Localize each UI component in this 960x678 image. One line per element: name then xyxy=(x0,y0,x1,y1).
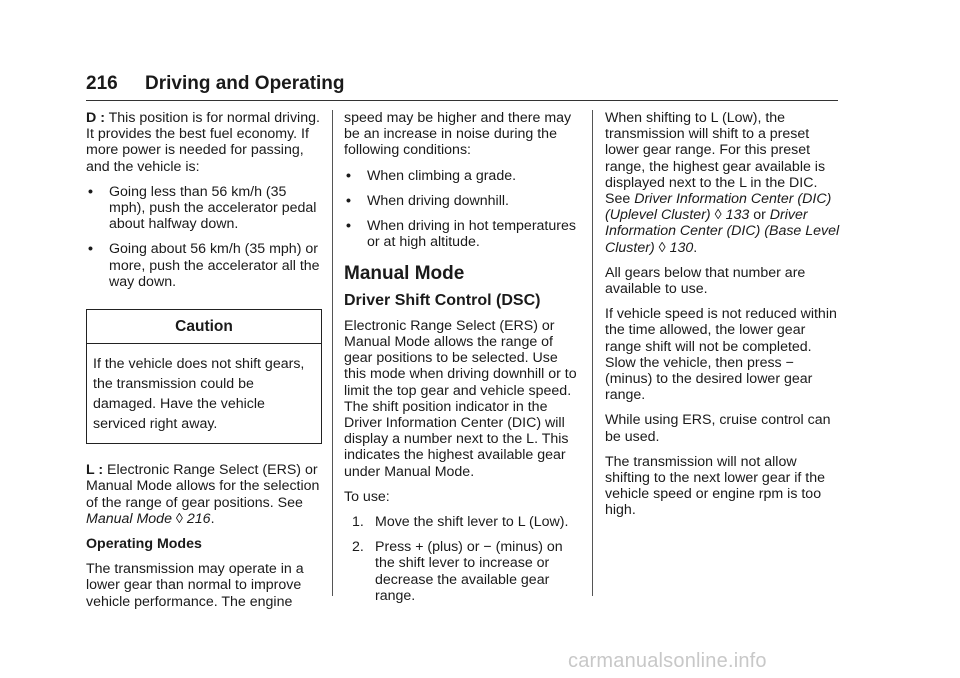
list-item xyxy=(344,193,582,209)
d-bullet-list xyxy=(86,184,322,290)
conditions-list xyxy=(344,168,582,251)
column-3 xyxy=(605,110,841,528)
bullet-text: When climbing a grade. xyxy=(367,167,517,184)
dsc-heading: Driver Shift Control (DSC) xyxy=(344,291,541,309)
dic-uplevel-link[interactable]: Driver Information Center (DIC) (Uplevel Cluster) xyxy=(605,191,832,224)
to-use-label: To use: xyxy=(344,488,390,505)
bullet-mark: • xyxy=(346,167,351,184)
step-number: 1. xyxy=(352,514,364,531)
operating-modes-heading: Operating Modes xyxy=(86,536,202,553)
step-number: 2. xyxy=(352,539,364,556)
bullet-mark: • xyxy=(88,241,93,258)
page-ref-number[interactable]: 216 xyxy=(186,510,211,527)
list-item xyxy=(86,241,322,290)
manual-mode-link[interactable]: Manual Mode xyxy=(86,510,172,527)
speed-not-reduced-text: If vehicle speed is not reduced within the time allowed, the lower gear range shift will not be completed. Slow the vehicle, then press − (minus) to the desired lower gear range. xyxy=(605,306,837,404)
low-shift-text: When shifting to L (Low), the transmission will shift to a preset lower gear range. For this preset range, the highest gear available is displayed next to the L in the DIC. See xyxy=(605,110,826,208)
caution-box xyxy=(86,309,322,444)
list-item xyxy=(344,168,582,184)
list-item xyxy=(352,514,582,530)
l-text: Electronic Range Select (ERS) or Manual Mode allows for the selection of the range of gear positions. See xyxy=(86,462,320,511)
caution-title: Caution xyxy=(87,310,321,344)
column-divider-1 xyxy=(332,110,333,596)
section-title: Driving and Operating xyxy=(145,73,345,94)
continued-text: speed may be higher and there may be an increase in noise during the following conditions: xyxy=(344,110,572,159)
page-number: 216 xyxy=(86,73,118,94)
page-ref-arrow: ◊ xyxy=(714,207,722,224)
l-paragraph: L : Electronic Range Select (ERS) or Manual Mode allows for the selection of the range of gear positions. See Manual Mode ◊ 216. xyxy=(86,462,320,527)
column-2 xyxy=(344,110,582,613)
column-1 xyxy=(86,110,322,619)
operating-modes-text: The transmission may operate in a lower gear than normal to improve vehicle performance. The engine xyxy=(86,561,304,610)
bullet-text: When driving downhill. xyxy=(367,192,509,209)
or-text: or xyxy=(753,207,766,224)
bullet-mark: • xyxy=(88,183,93,200)
page-ref-arrow: ◊ xyxy=(658,239,666,256)
bullet-text: Going about 56 km/h (35 mph) or more, push the accelerator all the way down. xyxy=(109,241,320,290)
page-ref-arrow: ◊ xyxy=(175,510,183,527)
column-divider-2 xyxy=(592,110,593,596)
manual-mode-heading: Manual Mode xyxy=(344,263,465,285)
d-paragraph xyxy=(86,110,322,175)
dic-base-link[interactable]: Driver Information Center (DIC) (Base Level Cluster) xyxy=(605,207,840,256)
d-text: This position is for normal driving. It provides the best fuel economy. If more power is needed for passing, and the vehicle is: xyxy=(86,110,320,175)
caution-body: If the vehicle does not shift gears, the transmission could be damaged. Have the vehicle serviced right away. xyxy=(93,356,305,433)
watermark: carmanualsonline.info xyxy=(568,650,767,672)
list-item xyxy=(352,539,582,604)
list-item xyxy=(86,184,322,233)
bullet-text: When driving in hot temperatures or at high altitude. xyxy=(367,218,576,251)
step-text: Press + (plus) or − (minus) on the shift lever to increase or decrease the available gear range. xyxy=(375,539,563,604)
bullet-mark: • xyxy=(346,192,351,209)
l-label: L : xyxy=(86,462,104,479)
gears-available-text: All gears below that number are available to use. xyxy=(605,264,806,298)
step-text: Move the shift lever to L (Low). xyxy=(375,514,569,531)
bullet-mark: • xyxy=(346,218,351,235)
page-header xyxy=(86,70,838,101)
low-shift-paragraph: When shifting to L (Low), the transmission will shift to a preset lower gear range. For this preset range, the highest gear available is displayed next to the L in the DIC. See Driver Information Center (DIC) (Uplevel Cluster) ◊ 133 or Driver Information Center (DIC) (Base Level Cluster) ◊ 130. xyxy=(605,110,840,256)
d-label: D : xyxy=(86,110,105,126)
page-ref-number[interactable]: 133 xyxy=(725,207,750,224)
dsc-text: Electronic Range Select (ERS) or Manual Mode allows the range of gear positions to be selected. Use this mode when driving downhill or to limit the top gear and vehicle speed. The shift position indicator in the Driver Information Center (DIC) will display a number next to the L. This indicates the highest available gear under Manual Mode. xyxy=(344,317,577,480)
shift-restriction-text: The transmission will not allow shifting to the next lower gear if the vehicle speed or engine rpm is too high. xyxy=(605,453,826,519)
cruise-control-text: While using ERS, cruise control can be used. xyxy=(605,412,831,445)
list-item xyxy=(344,218,582,250)
bullet-text: Going less than 56 km/h (35 mph), push the accelerator pedal about halfway down. xyxy=(109,183,317,233)
steps-list xyxy=(344,514,582,604)
page-ref-number[interactable]: 130 xyxy=(669,239,694,256)
